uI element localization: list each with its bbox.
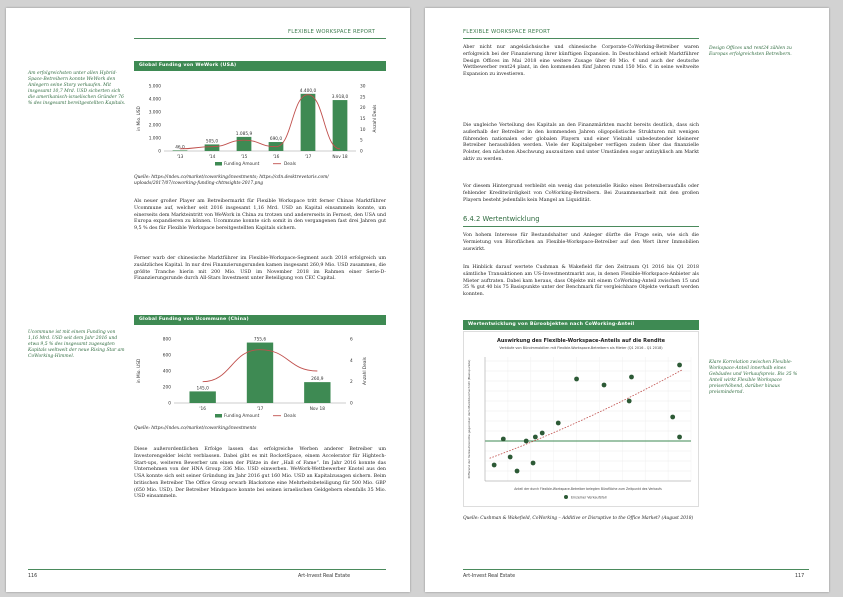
chart3-source: Quelle: Cushman & Wakefield, CoWorking – Additive or Disruptive to the Office Market? (August 2018) (463, 516, 694, 521)
bar (304, 382, 330, 403)
ucommune-funding-chart (134, 327, 386, 425)
side-note-design-offices: Design Offices und rent24 zählen zu Europas erfolgreichsten Betreibern. (709, 46, 792, 57)
y-axis-label: in Mio. USD (137, 358, 142, 384)
x-tick-label: Nov 18 (332, 155, 348, 160)
deals-line (180, 95, 340, 149)
y-tick-label: 800 (162, 337, 171, 343)
y-axis-label: in Mio. USD (137, 106, 142, 131)
bar-value-label: 1.085,9 (235, 131, 253, 137)
y2-tick-label: 20 (360, 106, 366, 112)
legend-label-funding: Funding Amount (224, 162, 260, 167)
bar-value-label: 3.918,0 (331, 95, 349, 101)
scatter-point (492, 463, 497, 468)
left-page (6, 8, 410, 592)
y2-tick-label: 25 (360, 95, 366, 101)
x-tick-label: '13 (176, 155, 184, 160)
section-heading: 6.4.2 Wertentwicklung (463, 215, 540, 223)
chart2-source: Quelle: https://index.co/market/coworking/investments (134, 426, 257, 431)
scatter-point (515, 469, 520, 474)
paragraph: Als neuer großer Player am Betreibermarkt für Flexible Workspace tritt ferner Chinas Marktführer Ucommune auf, welcher seit 2016 insgesamt 1,16 Mrd. USD an Kapital einsammeln konnte, um einerseits dem Markteintritt von WeWork in China zu trotzen und andererseits in Fernost, den USA und Europa expandieren zu können. Ucommune konnte sich somit in den vergangenen fast drei Jahren gut 9,5 % des für Flexible Workspace bereitgestellten Kapitals sichern. (134, 199, 386, 231)
x-tick-label: '17 (304, 155, 312, 160)
scatter-point (531, 461, 536, 466)
y-tick-label: 5.000 (148, 84, 161, 90)
y2-tick-label: 10 (360, 127, 366, 133)
legend-swatch-point (564, 495, 568, 499)
bar (247, 343, 273, 403)
y2-tick-label: 0 (360, 149, 363, 155)
wework-funding-chart (134, 74, 386, 174)
chart-subtitle: Verkäufe von Büroimmobilien mit Flexible-Workspace-Betreibern als Mieter (Q1 2016 - Q1 2018) (499, 346, 663, 350)
header-rule (463, 38, 699, 39)
x-tick-label: '16 (199, 407, 206, 412)
x-tick-label: '15 (240, 155, 248, 160)
paragraph: Die ungleiche Verteilung des Kapitals an den Finanzmärkten macht bereits deutlich, dass sich außerhalb der Betreiber in den kommenden Jahren oligopolistische Strukturen mit wenigen führenden nationalen oder globalen Playern und einer Vielzahl unbedeutender kleinerer Betreiber herausbilden werden. Viele der Kapitalgeber verfügen zudem über das finanzielle Polster, den nächsten Abschwung auszusitzen und unter Umständen sogar antizyklisch am Markt aktiv zu werden. (463, 123, 699, 162)
bar-value-label: 260,9 (311, 377, 324, 383)
bar-value-label: 505,0 (205, 139, 219, 145)
scatter-point (574, 377, 579, 382)
y-tick-label: 2.000 (148, 123, 161, 129)
side-note-correlation: Klare Korrelation zwischen Flexible-Workspace-Anteil innerhalb eines Gebäudes und Verkaufspreis. Bis 35 % Anteil wirkt Flexible Workspace preiserhöhend, darüber hinaus preismindernd. (709, 360, 798, 395)
paragraph: Diese außerordentlichen Erfolge lassen das erfolgreiche Werben anderer Betreiber um Investorengelder leicht verblassen. Dabei gibt es mit RocketSpace, einem Accelerator für Hightech-Start-ups, weiteren Bewerber um einen der Plätze in der „Hall of Fame“. Im Jahr 2016 konnte das Unternehmen von der HNA Group 336 Mio. USD einwerben. WeWork-Wettbewerber Knotel aus den USA konnte sich seit seiner Gründung im Jahr 2016 gut 160 Mio. USD an Kapitalzusagen sichern. Beim britischen Betreiber The Office Group erwarb Blackstone eine Mehrheitsbeteiligung für 500 Mio. GBP (650 Mio. USD). Der Betreiber Mindspace konnte bei seinen israelischen Geldgebern ebenfalls 35 Mio. USD einsammeln. (134, 447, 386, 500)
y-tick-label: 600 (162, 353, 171, 359)
legend-label-deals: Deals (284, 162, 297, 167)
x-tick-label: '17 (256, 407, 264, 412)
bar (237, 137, 252, 151)
page-header: FLEXIBLE WORKSPACE REPORT (288, 29, 376, 35)
footer-title: Art-Invest Real Estate (463, 574, 516, 579)
bar (333, 100, 348, 151)
y2-tick-label: 5 (360, 138, 363, 144)
scatter-point (677, 435, 682, 440)
y-tick-label: 4.000 (148, 97, 161, 103)
bar-value-label: 46,0 (175, 145, 185, 151)
y2-tick-label: 0 (350, 401, 353, 407)
chart-title: Auswirkung des Flexible-Workspace-Anteils auf die Rendite (496, 338, 666, 344)
y2-tick-label: 15 (360, 117, 366, 122)
footer-rule (28, 569, 386, 570)
scatter-point (602, 383, 607, 388)
paragraph: Vor diesem Hintergrund verbleibt ein wenig das potenzielle Risiko eines Betreiberausfalls oder fehlender Kreditwürdigkeit von CoWorking-Betreibern. Bei Zusammenarbeit mit den großen Playern besteht jedenfalls kein Mangel an Liquidität. (463, 184, 699, 203)
section-rule (463, 226, 699, 227)
paragraph: Aber nicht nur angelsächsische und chinesische Corporate-CoWorking-Betreiber waren erfolgreich bei der Finanzierung ihrer künftigen Expansion. In Deutschland erhielt Marktführer Design Offices im Mai 2018 eine weitere Zusage über 60 Mio. € und auch der deutsche Wettbewerber rent24 plant, in den kommenden fünf Jahren rund 150 Mio. € in seine weltweite Expansion zu investieren. (463, 45, 699, 77)
bar-value-label: 755,6 (253, 337, 267, 343)
bar (173, 150, 188, 151)
scatter-point (670, 415, 675, 420)
paragraph: Im Hinblick darauf wertete Cushman & Wakefield für den Zeitraum Q1 2016 bis Q1 2018 sämtliche Transaktionen am US-Investmentmarkt aus, in denen Flexible-Workspace-Anbieter als Mieter auftraten. Dabei kam heraus, dass Objekte mit einem CoWorking-Anteil zwischen 15 und 35 % gut 40 bis 75 Basispunkte unter der Benchmark für vergleichbare Objekte verkauft werden konnten. (463, 265, 699, 297)
y-tick-label: 0 (168, 401, 171, 407)
scatter-point (501, 437, 506, 442)
y2-tick-label: 2 (350, 380, 353, 386)
chart3-title-bar: Wertentwicklung von Büroobjekten nach CoWorking-Anteil (463, 320, 699, 330)
legend-swatch-funding (215, 414, 222, 418)
y-tick-label: 400 (162, 369, 171, 375)
y-tick-label: 3.000 (148, 110, 161, 116)
chart1-title-bar: Global Funding von WeWork (USA) (134, 61, 386, 71)
bar (189, 391, 215, 403)
paragraph: Ferner warb der chinesische Marktführer im Flexible-Workspace-Segment auch 2018 erfolgreich um zusätzliches Kapital. In nur drei Finanzierungsrunden kamen insgesamt 260,9 Mio. USD zusammen, die größte Tranche hierin mit 200 Mio. USD im November 2018 im Rahmen einer Serie-D-Finanzierungsrunde durch All-Stars Investment unter Beteiligung von CEC Capital. (134, 256, 386, 282)
y2-axis-label: Anzahl Deals (373, 104, 378, 133)
bar (205, 144, 220, 151)
x-tick-label: '16 (272, 155, 280, 160)
y-axis-label: Differenz der Verkaufsrendite gegenüber dem Marktdurchschnitt (Basispunkte) (467, 359, 471, 479)
page-number: 117 (795, 574, 805, 579)
yield-scatter-chart (463, 331, 699, 507)
bar-value-label: 145,0 (196, 386, 209, 392)
side-note-wework: Am erfolgreichsten unter allen Hybrid-Space-Betreibern konnte WeWork den Anlegern seine Story verkaufen. Mit insgesamt 10,7 Mrd. USD sicherten sich die amerikanisch-israelischen Gründer 76 % des insgesamt bereitgestellten Kapitals. (28, 71, 126, 106)
scatter-point (629, 375, 634, 380)
chart2-title-bar: Global Funding von Ucommune (China) (134, 315, 386, 325)
scatter-point (533, 435, 538, 440)
scatter-point (677, 363, 682, 368)
y-tick-label: 1.000 (148, 136, 161, 142)
page-number: 116 (28, 574, 38, 579)
chart-frame (464, 332, 699, 507)
y2-axis-label: Anzahl Deals (363, 357, 368, 385)
scatter-point (540, 431, 545, 436)
bar-value-label: 4.400,0 (299, 88, 317, 94)
header-rule (134, 38, 386, 39)
y2-tick-label: 30 (360, 84, 366, 90)
legend-label-deals: Deals (284, 414, 297, 419)
bar (301, 94, 316, 151)
y-tick-label: 200 (162, 385, 171, 391)
y2-tick-label: 4 (350, 358, 353, 364)
scatter-point (556, 421, 561, 426)
scatter-point (508, 455, 513, 460)
footer-rule (463, 569, 809, 570)
bar-value-label: 690,0 (269, 137, 283, 143)
scatter-point (627, 399, 632, 404)
paragraph: Von hohem Interesse für Bestandshalter und Anleger dürfte die Frage sein, wie sich die Vermietung von Büroflächen an Flexible-Workspace-Betreiber auf den Wert ihrer Immobilien auswirkt. (463, 233, 699, 252)
x-tick-label: '14 (208, 155, 216, 160)
page-header: FLEXIBLE WORKSPACE REPORT (463, 29, 551, 35)
y-tick-label: 0 (158, 149, 161, 155)
y2-tick-label: 6 (350, 337, 353, 343)
x-axis-label: Anteil der durch Flexible-Workspace-Betreiber belegten Bürofläche zum Zeitpunkt des Verkaufs (514, 487, 662, 491)
side-note-ucommune: Ucommune ist mit einem Funding von 1,16 Mrd. USD seit dem Jahr 2016 und etwa 9,5 % des insgesamt zugesagten Kapitals weltweit der neue Rising Star am CoWorking-Himmel. (28, 330, 125, 359)
x-tick-label: Nov 18 (309, 407, 325, 412)
legend-swatch-funding (215, 162, 222, 166)
legend-label-funding: Funding Amount (224, 414, 260, 419)
chart1-source: Quelle: https://index.co/market/coworking/investments; https://cdn.desktrevetaris.com/ uploads/2017/07/coworking-funding-chtmsights-2017.png (134, 175, 329, 186)
footer-title: Art-Invest Real Estate (298, 574, 351, 579)
right-page (425, 8, 829, 592)
scatter-point (524, 439, 529, 444)
legend-label-point: Einzelner Verkaufsfall (571, 495, 607, 500)
